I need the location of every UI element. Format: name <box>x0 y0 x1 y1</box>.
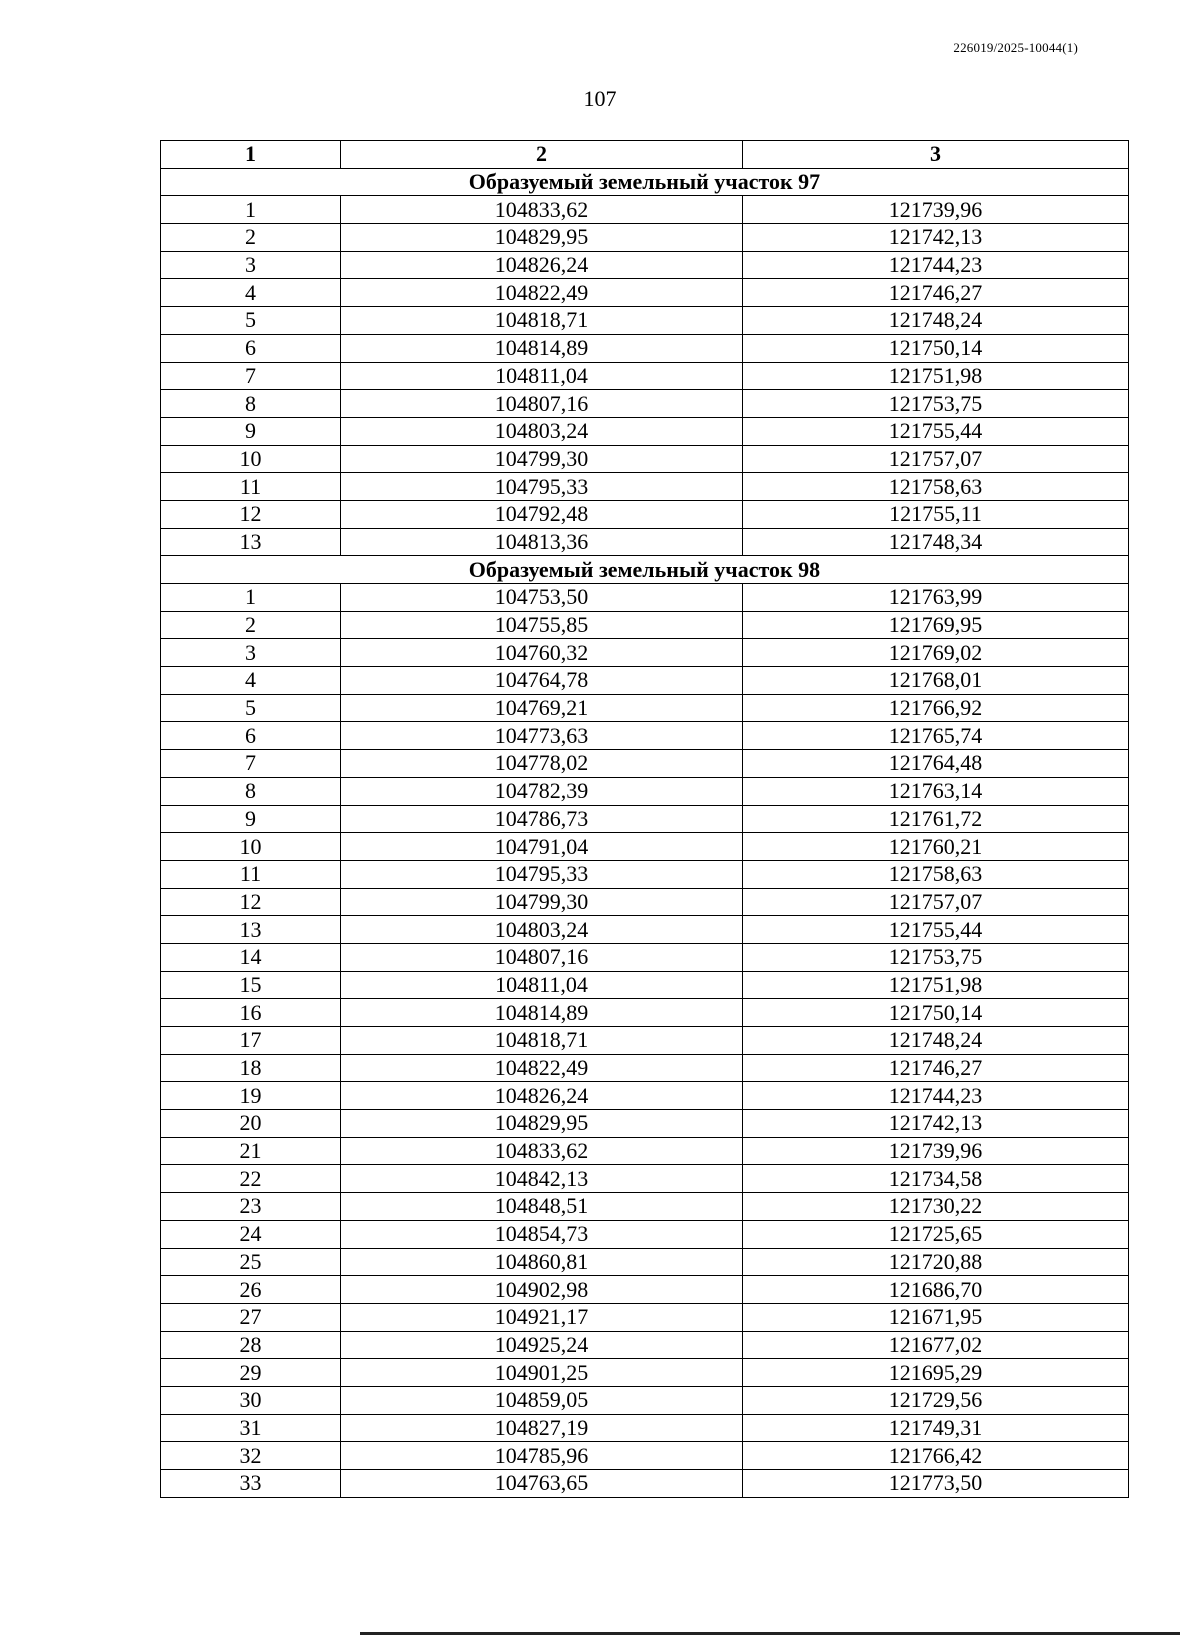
y-coordinate-cell: 121751,98 <box>743 971 1129 999</box>
point-number-cell: 9 <box>161 417 341 445</box>
point-number-cell: 6 <box>161 334 341 362</box>
x-coordinate-cell: 104921,17 <box>341 1303 743 1331</box>
x-coordinate-cell: 104860,81 <box>341 1248 743 1276</box>
table-row <box>161 639 1129 667</box>
x-coordinate-cell: 104795,33 <box>341 860 743 888</box>
table-row <box>161 971 1129 999</box>
x-coordinate-cell: 104763,65 <box>341 1470 743 1498</box>
y-coordinate-cell: 121755,44 <box>743 417 1129 445</box>
table-row <box>161 694 1129 722</box>
point-number-cell: 13 <box>161 916 341 944</box>
y-coordinate-cell: 121769,95 <box>743 611 1129 639</box>
table-row <box>161 196 1129 224</box>
table-row <box>161 1442 1129 1470</box>
y-coordinate-cell: 121769,02 <box>743 639 1129 667</box>
x-coordinate-cell: 104829,95 <box>341 224 743 252</box>
table-row <box>161 445 1129 473</box>
table-row <box>161 1110 1129 1138</box>
point-number-cell: 21 <box>161 1137 341 1165</box>
x-coordinate-cell: 104792,48 <box>341 500 743 528</box>
table-row <box>161 1276 1129 1304</box>
x-coordinate-cell: 104826,24 <box>341 251 743 279</box>
point-number-cell: 12 <box>161 888 341 916</box>
table-body <box>161 168 1129 1497</box>
x-coordinate-cell: 104773,63 <box>341 722 743 750</box>
y-coordinate-cell: 121750,14 <box>743 999 1129 1027</box>
table-row <box>161 750 1129 778</box>
x-coordinate-cell: 104854,73 <box>341 1220 743 1248</box>
y-coordinate-cell: 121729,56 <box>743 1386 1129 1414</box>
table-row <box>161 362 1129 390</box>
table-header <box>161 141 1129 169</box>
point-number-cell: 3 <box>161 639 341 667</box>
y-coordinate-cell: 121744,23 <box>743 1082 1129 1110</box>
y-coordinate-cell: 121720,88 <box>743 1248 1129 1276</box>
table-row <box>161 1165 1129 1193</box>
point-number-cell: 8 <box>161 390 341 418</box>
y-coordinate-cell: 121766,92 <box>743 694 1129 722</box>
table-row <box>161 805 1129 833</box>
y-coordinate-cell: 121763,99 <box>743 584 1129 612</box>
column-header-y: 3 <box>743 141 1129 169</box>
point-number-cell: 1 <box>161 196 341 224</box>
table-row <box>161 390 1129 418</box>
x-coordinate-cell: 104842,13 <box>341 1165 743 1193</box>
table-row <box>161 1248 1129 1276</box>
x-coordinate-cell: 104822,49 <box>341 279 743 307</box>
table-row <box>161 860 1129 888</box>
point-number-cell: 28 <box>161 1331 341 1359</box>
table-row <box>161 279 1129 307</box>
table-row <box>161 611 1129 639</box>
x-coordinate-cell: 104818,71 <box>341 1027 743 1055</box>
x-coordinate-cell: 104785,96 <box>341 1442 743 1470</box>
x-coordinate-cell: 104753,50 <box>341 584 743 612</box>
point-number-cell: 6 <box>161 722 341 750</box>
point-number-cell: 7 <box>161 750 341 778</box>
y-coordinate-cell: 121750,14 <box>743 334 1129 362</box>
x-coordinate-cell: 104902,98 <box>341 1276 743 1304</box>
x-coordinate-cell: 104818,71 <box>341 307 743 335</box>
y-coordinate-cell: 121757,07 <box>743 888 1129 916</box>
point-number-cell: 25 <box>161 1248 341 1276</box>
table-row <box>161 473 1129 501</box>
table-row <box>161 1470 1129 1498</box>
table-row <box>161 1220 1129 1248</box>
point-number-cell: 18 <box>161 1054 341 1082</box>
table-row <box>161 1193 1129 1221</box>
y-coordinate-cell: 121677,02 <box>743 1331 1129 1359</box>
x-coordinate-cell: 104769,21 <box>341 694 743 722</box>
y-coordinate-cell: 121761,72 <box>743 805 1129 833</box>
x-coordinate-cell: 104786,73 <box>341 805 743 833</box>
table-row <box>161 528 1129 556</box>
point-number-cell: 23 <box>161 1193 341 1221</box>
x-coordinate-cell: 104814,89 <box>341 334 743 362</box>
x-coordinate-cell: 104813,36 <box>341 528 743 556</box>
y-coordinate-cell: 121739,96 <box>743 1137 1129 1165</box>
y-coordinate-cell: 121765,74 <box>743 722 1129 750</box>
table-row <box>161 833 1129 861</box>
y-coordinate-cell: 121695,29 <box>743 1359 1129 1387</box>
y-coordinate-cell: 121753,75 <box>743 943 1129 971</box>
parcel-group-row <box>161 556 1129 584</box>
table-row <box>161 251 1129 279</box>
column-header-point: 1 <box>161 141 341 169</box>
x-coordinate-cell: 104755,85 <box>341 611 743 639</box>
point-number-cell: 3 <box>161 251 341 279</box>
point-number-cell: 10 <box>161 445 341 473</box>
y-coordinate-cell: 121757,07 <box>743 445 1129 473</box>
point-number-cell: 24 <box>161 1220 341 1248</box>
x-coordinate-cell: 104826,24 <box>341 1082 743 1110</box>
table-row <box>161 417 1129 445</box>
y-coordinate-cell: 121755,11 <box>743 500 1129 528</box>
x-coordinate-cell: 104803,24 <box>341 417 743 445</box>
parcel-group-row <box>161 168 1129 196</box>
y-coordinate-cell: 121686,70 <box>743 1276 1129 1304</box>
table-row <box>161 224 1129 252</box>
point-number-cell: 17 <box>161 1027 341 1055</box>
y-coordinate-cell: 121768,01 <box>743 667 1129 695</box>
table-row <box>161 500 1129 528</box>
x-coordinate-cell: 104799,30 <box>341 445 743 473</box>
x-coordinate-cell: 104901,25 <box>341 1359 743 1387</box>
parcel-title: Образуемый земельный участок 97 <box>161 168 1129 196</box>
x-coordinate-cell: 104778,02 <box>341 750 743 778</box>
point-number-cell: 10 <box>161 833 341 861</box>
x-coordinate-cell: 104848,51 <box>341 1193 743 1221</box>
x-coordinate-cell: 104760,32 <box>341 639 743 667</box>
point-number-cell: 14 <box>161 943 341 971</box>
table-row <box>161 1331 1129 1359</box>
x-coordinate-cell: 104791,04 <box>341 833 743 861</box>
y-coordinate-cell: 121671,95 <box>743 1303 1129 1331</box>
table-row <box>161 888 1129 916</box>
y-coordinate-cell: 121742,13 <box>743 224 1129 252</box>
y-coordinate-cell: 121746,27 <box>743 279 1129 307</box>
x-coordinate-cell: 104764,78 <box>341 667 743 695</box>
point-number-cell: 15 <box>161 971 341 999</box>
point-number-cell: 1 <box>161 584 341 612</box>
point-number-cell: 19 <box>161 1082 341 1110</box>
x-coordinate-cell: 104795,33 <box>341 473 743 501</box>
table-row <box>161 1027 1129 1055</box>
point-number-cell: 27 <box>161 1303 341 1331</box>
x-coordinate-cell: 104859,05 <box>341 1386 743 1414</box>
point-number-cell: 33 <box>161 1470 341 1498</box>
y-coordinate-cell: 121751,98 <box>743 362 1129 390</box>
point-number-cell: 12 <box>161 500 341 528</box>
y-coordinate-cell: 121766,42 <box>743 1442 1129 1470</box>
y-coordinate-cell: 121734,58 <box>743 1165 1129 1193</box>
point-number-cell: 32 <box>161 1442 341 1470</box>
point-number-cell: 2 <box>161 611 341 639</box>
x-coordinate-cell: 104925,24 <box>341 1331 743 1359</box>
point-number-cell: 29 <box>161 1359 341 1387</box>
y-coordinate-cell: 121748,34 <box>743 528 1129 556</box>
table-row <box>161 1054 1129 1082</box>
table-row <box>161 1137 1129 1165</box>
y-coordinate-cell: 121764,48 <box>743 750 1129 778</box>
point-number-cell: 4 <box>161 279 341 307</box>
table-row <box>161 1359 1129 1387</box>
y-coordinate-cell: 121744,23 <box>743 251 1129 279</box>
point-number-cell: 4 <box>161 667 341 695</box>
point-number-cell: 16 <box>161 999 341 1027</box>
y-coordinate-cell: 121725,65 <box>743 1220 1129 1248</box>
y-coordinate-cell: 121755,44 <box>743 916 1129 944</box>
table-row <box>161 1414 1129 1442</box>
y-coordinate-cell: 121760,21 <box>743 833 1129 861</box>
x-coordinate-cell: 104829,95 <box>341 1110 743 1138</box>
table-row <box>161 667 1129 695</box>
header-row <box>161 141 1129 169</box>
y-coordinate-cell: 121749,31 <box>743 1414 1129 1442</box>
x-coordinate-cell: 104833,62 <box>341 1137 743 1165</box>
table-row <box>161 334 1129 362</box>
x-coordinate-cell: 104827,19 <box>341 1414 743 1442</box>
y-coordinate-cell: 121748,24 <box>743 307 1129 335</box>
y-coordinate-cell: 121748,24 <box>743 1027 1129 1055</box>
point-number-cell: 26 <box>161 1276 341 1304</box>
table-row <box>161 777 1129 805</box>
x-coordinate-cell: 104807,16 <box>341 943 743 971</box>
table-row <box>161 1303 1129 1331</box>
x-coordinate-cell: 104782,39 <box>341 777 743 805</box>
table-row <box>161 722 1129 750</box>
page-number: 107 <box>583 86 617 111</box>
y-coordinate-cell: 121763,14 <box>743 777 1129 805</box>
y-coordinate-cell: 121773,50 <box>743 1470 1129 1498</box>
y-coordinate-cell: 121730,22 <box>743 1193 1129 1221</box>
point-number-cell: 5 <box>161 694 341 722</box>
x-coordinate-cell: 104799,30 <box>341 888 743 916</box>
point-number-cell: 7 <box>161 362 341 390</box>
point-number-cell: 11 <box>161 860 341 888</box>
point-number-cell: 31 <box>161 1414 341 1442</box>
point-number-cell: 22 <box>161 1165 341 1193</box>
x-coordinate-cell: 104811,04 <box>341 362 743 390</box>
document-id: 226019/2025-10044(1) <box>953 40 1078 55</box>
x-coordinate-cell: 104803,24 <box>341 916 743 944</box>
table-row <box>161 943 1129 971</box>
point-number-cell: 13 <box>161 528 341 556</box>
x-coordinate-cell: 104807,16 <box>341 390 743 418</box>
y-coordinate-cell: 121739,96 <box>743 196 1129 224</box>
point-number-cell: 30 <box>161 1386 341 1414</box>
x-coordinate-cell: 104811,04 <box>341 971 743 999</box>
table-row <box>161 307 1129 335</box>
y-coordinate-cell: 121746,27 <box>743 1054 1129 1082</box>
y-coordinate-cell: 121758,63 <box>743 473 1129 501</box>
x-coordinate-cell: 104822,49 <box>341 1054 743 1082</box>
point-number-cell: 20 <box>161 1110 341 1138</box>
table-row <box>161 916 1129 944</box>
table-row <box>161 1082 1129 1110</box>
coordinates-table <box>160 140 1129 1498</box>
table-row <box>161 584 1129 612</box>
y-coordinate-cell: 121758,63 <box>743 860 1129 888</box>
point-number-cell: 11 <box>161 473 341 501</box>
point-number-cell: 2 <box>161 224 341 252</box>
point-number-cell: 8 <box>161 777 341 805</box>
point-number-cell: 5 <box>161 307 341 335</box>
parcel-title: Образуемый земельный участок 98 <box>161 556 1129 584</box>
table-row <box>161 999 1129 1027</box>
y-coordinate-cell: 121753,75 <box>743 390 1129 418</box>
x-coordinate-cell: 104833,62 <box>341 196 743 224</box>
x-coordinate-cell: 104814,89 <box>341 999 743 1027</box>
point-number-cell: 9 <box>161 805 341 833</box>
table-row <box>161 1386 1129 1414</box>
column-header-x: 2 <box>341 141 743 169</box>
y-coordinate-cell: 121742,13 <box>743 1110 1129 1138</box>
